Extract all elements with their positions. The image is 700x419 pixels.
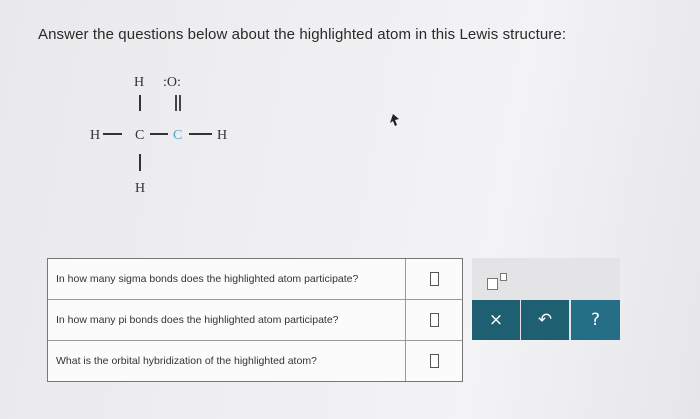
answer-cell-pi xyxy=(406,300,462,340)
question-row-sigma xyxy=(48,259,462,300)
atom-left-h: H xyxy=(90,128,101,143)
atom-top-h: H xyxy=(134,75,145,90)
superscript-button[interactable] xyxy=(484,270,514,292)
atom-carbon-left: C xyxy=(135,128,145,143)
superscript-icon xyxy=(487,278,498,290)
atom-bottom-h: H xyxy=(135,181,146,196)
superscript-exponent-icon xyxy=(500,273,507,281)
sigma-bonds-input[interactable] xyxy=(430,272,439,286)
answer-tool-panel xyxy=(472,258,620,340)
question-row-hybridization xyxy=(48,341,462,381)
undo-button[interactable]: ↶ xyxy=(521,300,569,340)
answer-cell-hybridization xyxy=(406,341,462,381)
atom-oxygen: :O: xyxy=(163,75,181,90)
answer-cell-sigma xyxy=(406,259,462,299)
hybridization-input[interactable] xyxy=(430,354,439,368)
question-prompt: Answer the questions below about the highlighted atom in this Lewis structure: xyxy=(38,26,567,43)
lewis-structure xyxy=(78,70,268,205)
atom-right-h: H xyxy=(217,128,228,143)
tool-button-row xyxy=(472,300,620,340)
question-label-pi: In how many pi bonds does the highlighted atom participate? xyxy=(48,300,406,340)
pi-bonds-input[interactable] xyxy=(430,313,439,327)
mouse-pointer-icon xyxy=(389,113,401,127)
atom-carbon-highlighted: C xyxy=(173,128,183,143)
question-label-sigma: In how many sigma bonds does the highlighted atom participate? xyxy=(48,259,406,299)
answer-table xyxy=(47,258,463,382)
question-row-pi xyxy=(48,300,462,341)
question-label-hybridization: What is the orbital hybridization of the highlighted atom? xyxy=(48,341,406,381)
help-button[interactable]: ? xyxy=(571,300,620,340)
clear-button[interactable]: × xyxy=(472,300,520,340)
